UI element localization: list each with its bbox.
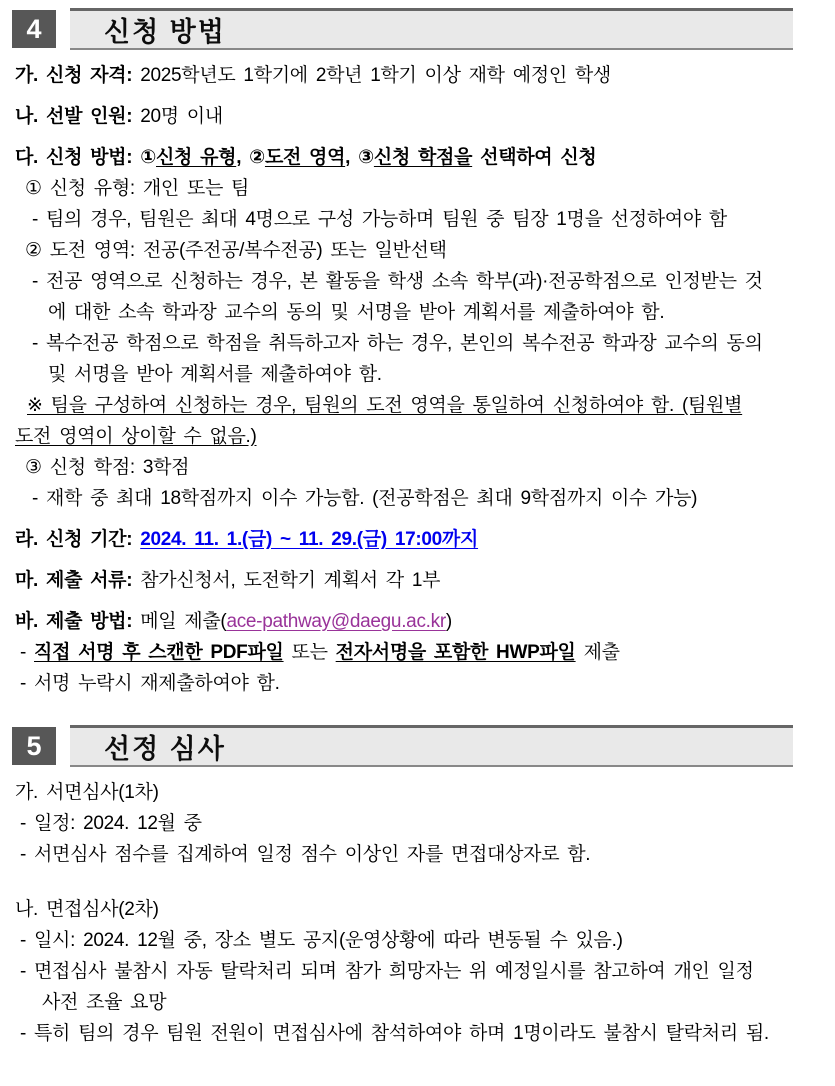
section-title-bar	[70, 725, 793, 767]
text-line	[15, 328, 822, 359]
section-title-bar	[70, 8, 793, 50]
method-line	[15, 142, 822, 173]
text-run: 2025학년도 1학기에 2학년 1학기 이상 재학 예정인 학생	[140, 65, 611, 86]
text-run: - 재학 중 최대 18학점까지 이수 가능함. (전공학점은 최대 9학점까지 이수 가능)	[32, 488, 698, 509]
text-run: 가. 신청 자격:	[15, 65, 141, 86]
text-run: - 팀의 경우, 팀원은 최대 4명으로 구성 가능하며 팀원 중 팀장 1명을 선정하여야 함	[32, 209, 727, 230]
text-run: 메일 제출(	[140, 611, 227, 632]
text-line	[15, 668, 822, 699]
text-run: 신청 유형	[156, 147, 237, 168]
text-line	[15, 266, 822, 297]
section-selection-review	[0, 725, 835, 1049]
text-line	[15, 637, 822, 668]
header-gap	[56, 725, 70, 767]
text-line	[15, 421, 822, 452]
text-run: 마. 제출 서류:	[15, 570, 141, 591]
text-run: - 일시: 2024. 12월 중, 장소 별도 공지(운영상황에 따라 변동될 수 있음.)	[20, 930, 623, 951]
text-run: ① 신청 유형: 개인 또는 팀	[25, 178, 250, 199]
text-run: - 서면심사 점수를 집계하여 일정 점수 이상인 자를 면접대상자로 함.	[20, 844, 591, 865]
text-run: 나. 면접심사(2차)	[15, 899, 159, 920]
documents-line	[15, 565, 822, 596]
text-line	[15, 956, 822, 987]
submission-line	[15, 606, 822, 637]
text-run: - 특히 팀의 경우 팀원 전원이 면접심사에 참석하여야 하며 1명이라도 불참시 탈락처리 됨.	[20, 1023, 769, 1044]
section-title: 신청 방법	[104, 17, 226, 47]
text-run: -	[20, 642, 35, 663]
text-line	[15, 925, 822, 956]
interview-review-line	[15, 894, 822, 925]
text-run: 직접 서명 후 스캔한 PDF파일	[34, 642, 284, 663]
text-run: )	[445, 611, 452, 632]
text-line	[15, 839, 822, 870]
text-run: ※ 팀을 구성하여 신청하는 경우, 팀원의 도전 영역을 통일하여 신청하여야 함. (팀원별	[27, 395, 743, 416]
text-run: 선택하여 신청	[472, 147, 597, 168]
team-note-line	[15, 390, 822, 421]
text-run: 전자서명을 포함한 HWP파일	[335, 642, 576, 663]
text-run: ② 도전 영역: 전공(주전공/복수전공) 또는 일반선택	[25, 240, 447, 261]
text-run: ③ 신청 학점: 3학점	[25, 457, 190, 478]
text-run: 사전 조율 요망	[42, 992, 167, 1013]
text-run: 바. 제출 방법:	[15, 611, 141, 632]
email-link[interactable]: ace-pathway@daegu.ac.kr	[226, 611, 446, 632]
text-run: - 일정: 2024. 12월 중	[20, 813, 202, 834]
text-line	[15, 483, 822, 514]
text-run: 가. 서면심사(1차)	[15, 782, 159, 803]
text-run: 20명 이내	[140, 106, 223, 127]
text-run: 라. 신청 기간:	[15, 529, 141, 550]
section-number-badge: 5	[12, 727, 56, 765]
text-line	[15, 297, 822, 328]
text-run: - 면접심사 불참시 자동 탈락처리 되며 참가 희망자는 위 예정일시를 참고하여 개인 일정	[20, 961, 754, 982]
section-body	[15, 777, 822, 1049]
text-run: - 전공 영역으로 신청하는 경우, 본 활동을 학생 소속 학부(과)·전공학점으로 인정받는 것	[32, 271, 763, 292]
eligibility-line	[15, 60, 822, 91]
text-run: 에 대한 소속 학과장 교수의 동의 및 서명을 받아 계획서를 제출하여야 함.	[48, 302, 665, 323]
section-header	[12, 8, 835, 50]
section-header	[12, 725, 835, 767]
text-line	[15, 204, 822, 235]
text-line	[15, 173, 822, 204]
section-title: 선정 심사	[104, 734, 226, 764]
paper-review-line	[15, 777, 822, 808]
period-line	[15, 524, 822, 555]
application-period-link[interactable]: 2024. 11. 1.(금) ~ 11. 29.(금) 17:00까지	[140, 529, 479, 550]
text-run: - 서명 누락시 재제출하여야 함.	[20, 673, 280, 694]
text-line	[15, 808, 822, 839]
text-line	[15, 987, 822, 1018]
text-run: 제출	[575, 642, 620, 663]
text-line	[15, 452, 822, 483]
section-number-badge: 4	[12, 10, 56, 48]
text-run: 참가신청서, 도전학기 계획서 각 1부	[140, 570, 441, 591]
text-run: 또는	[283, 642, 336, 663]
text-line	[15, 235, 822, 266]
text-run: , ③	[345, 147, 374, 168]
header-gap	[56, 8, 70, 50]
text-run: 도전 영역	[264, 147, 346, 168]
text-run: 도전 영역이 상이할 수 없음.)	[15, 426, 257, 447]
text-run: 나. 선발 인원:	[15, 106, 141, 127]
text-line	[15, 359, 822, 390]
text-run: 및 서명을 받아 계획서를 제출하여야 함.	[48, 364, 382, 385]
text-line	[15, 1018, 822, 1049]
text-run: , ②	[236, 147, 265, 168]
quota-line	[15, 101, 822, 132]
text-run: - 복수전공 학점으로 학점을 취득하고자 하는 경우, 본인의 복수전공 학과장 교수의 동의	[32, 333, 763, 354]
text-run: 다. 신청 방법: ①	[15, 147, 156, 168]
section-application-method	[0, 8, 835, 699]
text-run: 신청 학점을	[373, 147, 473, 168]
section-body	[15, 60, 822, 699]
